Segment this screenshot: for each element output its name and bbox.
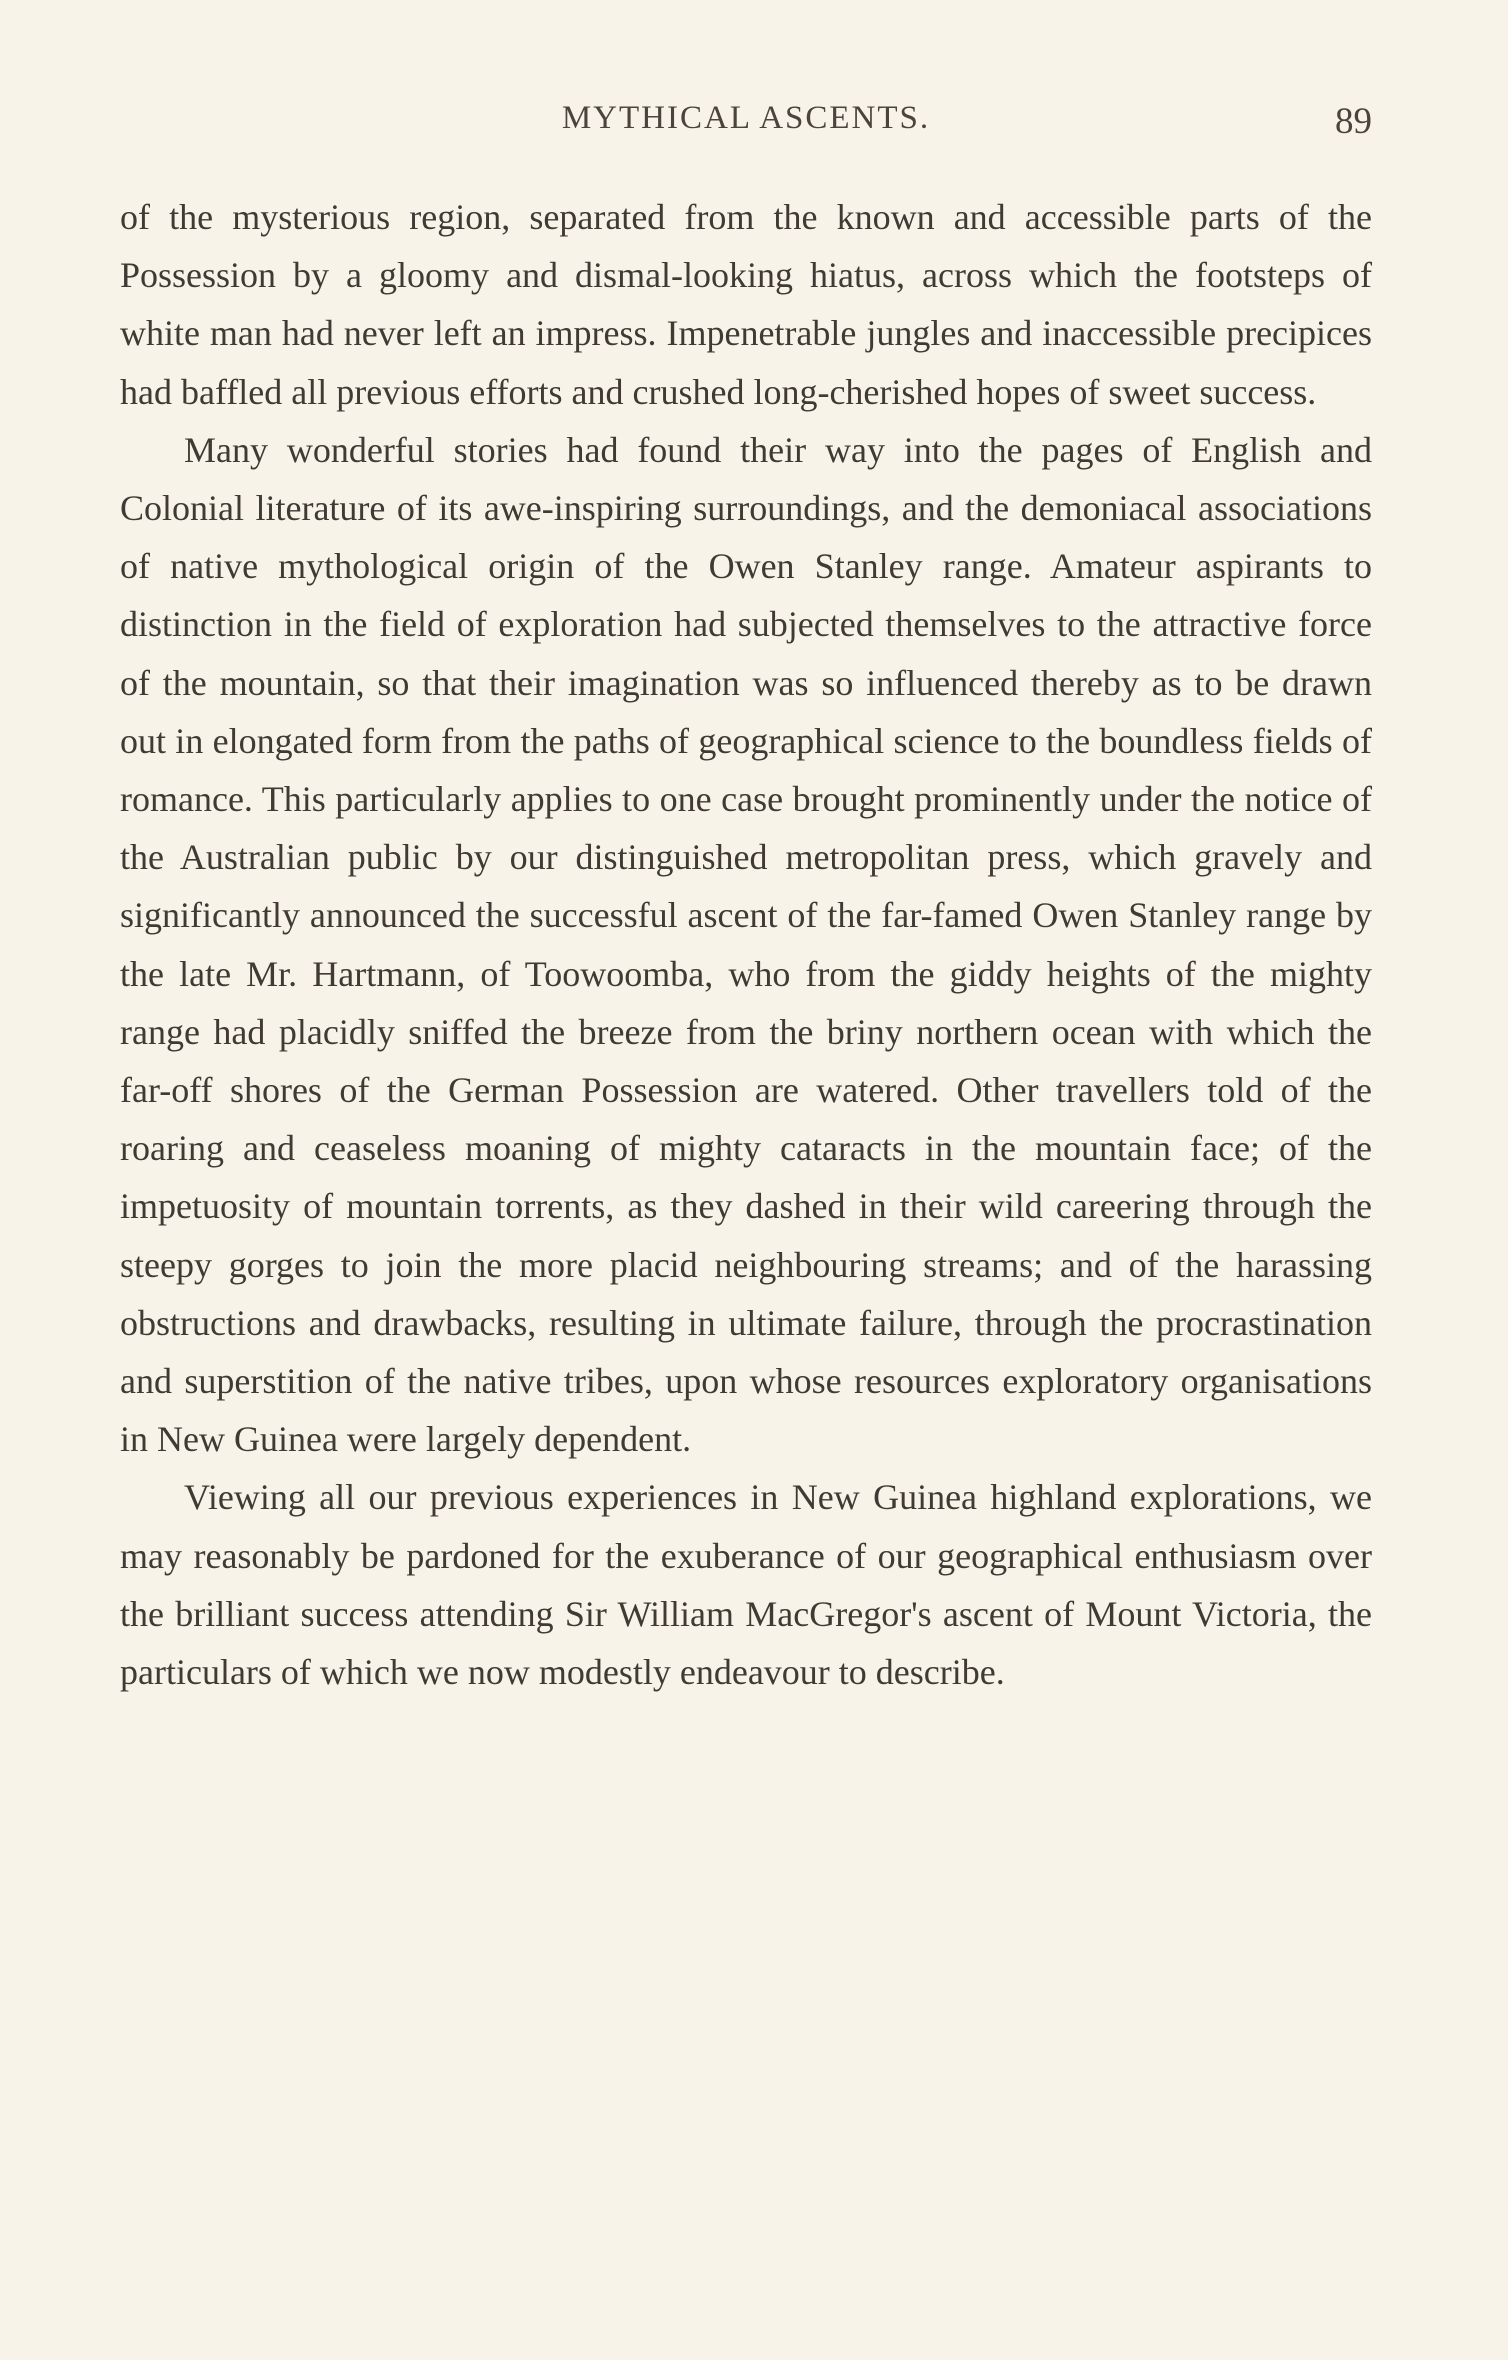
paragraph-continued: of the mysterious region, separated from the known and accessible parts of the Possession by a gloomy and dismal-looking hiatus, across which the footsteps of white man had never left an impress. Impenetrable jungles and inaccessible precipices had baffled all previous efforts and crushed long-cherished hopes of sweet success. <box>120 197 1372 412</box>
page-number: 89 <box>1335 101 1372 142</box>
running-head <box>120 100 1372 156</box>
paragraph: Many wonderful stories had found their way into the pages of English and Colonial literature of its awe-inspiring surroundings, and the demoniacal associations of native mythological origin of the Owen Stanley range. Amateur aspirants to distinction in the field of exploration had subjected themselves to the attractive force of the mountain, so that their imagination was so influenced thereby as to be drawn out in elongated form from the paths of geographical science to the boundless fields of romance. This particularly applies to one case brought prominently under the notice of the Australian public by our distinguished metropolitan press, which gravely and significantly announced the successful ascent of the far-famed Owen Stanley range by the late Mr. Hartmann, of Toowoomba, who from the giddy heights of the mighty range had placidly sniffed the breeze from the briny northern ocean with which the far-off shores of the German Possession are watered. Other travellers told of the roaring and ceaseless moaning of mighty cataracts in the mountain face; of the impetuosity of mountain torrents, as they dashed in their wild careering through the steepy gorges to join the more placid neighbouring streams; and of the harassing obstructions and drawbacks, resulting in ultimate failure, through the procrastination and superstition of the native tribes, upon whose resources exploratory organisations in New Guinea were largely dependent. <box>120 429 1372 1460</box>
paragraph: Viewing all our previous experiences in New Guinea highland explorations, we may reasonably be pardoned for the exuberance of our geographical enthusiasm over the brilliant success attending Sir William MacGregor's ascent of Mount Victoria, the particulars of which we now modestly endeavour to describe. <box>120 1477 1372 1693</box>
body-text <box>120 188 1372 1701</box>
running-title: MYTHICAL ASCENTS. <box>561 100 931 136</box>
